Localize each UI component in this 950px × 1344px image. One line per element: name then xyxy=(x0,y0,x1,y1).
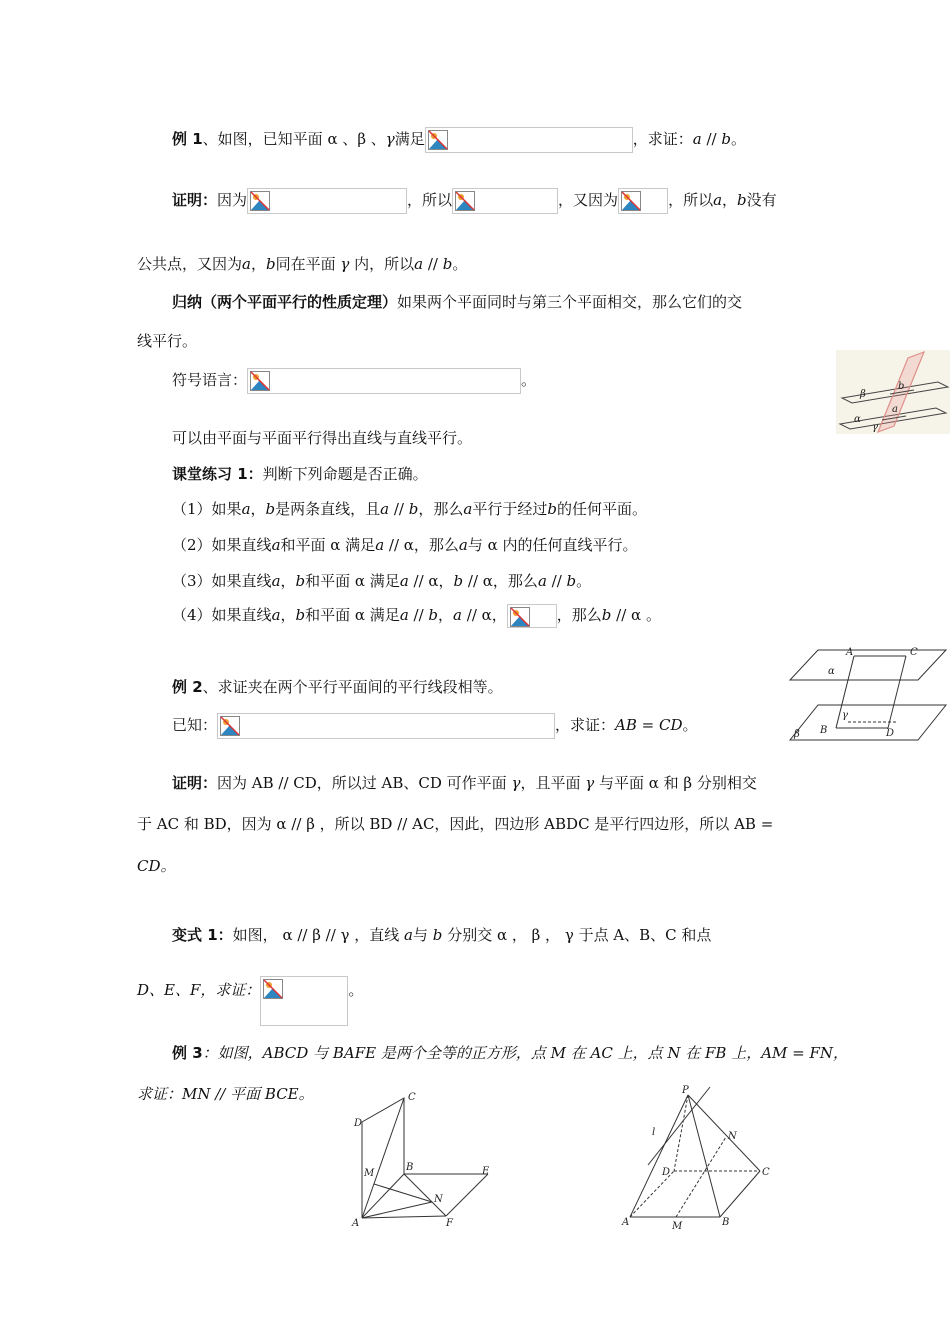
label-b: b xyxy=(898,381,905,392)
image-icon xyxy=(455,191,475,211)
induction-line-1: 归纳（两个平面平行的性质定理）如果两个平面同时与第三个平面相交，那么它们的交 xyxy=(172,293,743,311)
label-M: M xyxy=(364,1168,375,1179)
label-alpha: α xyxy=(828,666,835,677)
broken-image-placeholder xyxy=(507,604,557,628)
label-a: a xyxy=(892,404,898,415)
label-gamma: γ xyxy=(872,422,878,433)
example-3-line-2: 求证：MN // 平面 BCE。 xyxy=(137,1085,314,1103)
broken-image-placeholder xyxy=(425,127,633,153)
variant-line-1: 变式 1：如图， α // β // γ ，直线 a与 b 分别交 α ， β ， γ 于点 A、B、C 和点 xyxy=(172,926,712,944)
label-D: D xyxy=(662,1167,671,1178)
proof-2-line-1: 证明：因为 AB // CD，所以过 AB、CD 可作平面 γ，且平面 γ 与平面 α 和 β 分别相交 xyxy=(172,774,757,792)
label-D: D xyxy=(886,728,895,739)
practice-item-2: （2）如果直线a和平面 α 满足a // α，那么a与 α 内的任何直线平行。 xyxy=(172,536,638,554)
practice-label: 课堂练习 1： xyxy=(172,465,263,483)
broken-image-placeholder xyxy=(247,368,521,394)
practice-item-4: （4）如果直线a，b和平面 α 满足a // b，a // α， ，那么b // α 。 xyxy=(172,604,661,628)
example-2-label: 例 2 xyxy=(172,678,203,696)
broken-image-placeholder xyxy=(618,188,668,214)
broken-image-placeholder xyxy=(260,976,348,1026)
practice-item-3: （3）如果直线a，b和平面 α 满足a // α，b // α，那么a // b。 xyxy=(172,572,592,590)
proof-label: 证明： xyxy=(172,774,218,792)
proof-2-line-2: 于 AC 和 BD，因为 α // β ，所以 BD // AC，因此，四边形 ABDC 是平行四边形，所以 AB = xyxy=(137,815,774,833)
practice-header: 课堂练习 1：判断下列命题是否正确。 xyxy=(172,465,428,483)
example-3-line-1: 例 3：如图，ABCD 与 BAFE 是两个全等的正方形，点 M 在 AC 上，点 N 在 FB 上，AM = FN， xyxy=(172,1044,849,1062)
label-l: l xyxy=(652,1127,656,1138)
image-icon xyxy=(250,191,270,211)
variant-line-2: D、E、F，求证： 。 xyxy=(137,980,363,1026)
image-icon xyxy=(510,607,530,627)
label-B: B xyxy=(406,1162,414,1173)
proof-label: 证明： xyxy=(172,191,218,209)
image-icon xyxy=(621,191,641,211)
figure-parallel-planes xyxy=(788,640,948,746)
label-P: P xyxy=(682,1085,689,1096)
induction-conclusion: 可以由平面与平面平行得出直线与直线平行。 xyxy=(172,429,473,447)
example-3-label: 例 3 xyxy=(172,1044,203,1062)
label-A: A xyxy=(846,647,854,658)
induction-label: 归纳（两个平面平行的性质定理） xyxy=(172,293,398,311)
label-beta: β xyxy=(794,729,800,740)
label-C: C xyxy=(762,1167,770,1178)
label-A: A xyxy=(352,1218,360,1229)
proof-2-line-3: CD。 xyxy=(137,857,176,875)
label-B: B xyxy=(820,725,828,736)
label-D: D xyxy=(354,1118,363,1129)
proof-1-line-2: 公共点，又因为a，b同在平面 γ 内，所以a // b。 xyxy=(137,255,468,273)
example-1-label: 例 1 xyxy=(172,130,203,148)
figure-two-squares xyxy=(348,1088,498,1230)
label-N: N xyxy=(434,1194,443,1205)
label-N: N xyxy=(728,1131,737,1142)
proof-1-line-1: 证明：因为 ，所以 ，又因为 ，所以a，b没有 xyxy=(172,188,777,214)
figure-pyramid xyxy=(618,1085,778,1233)
image-icon xyxy=(220,716,240,736)
label-E: E xyxy=(482,1166,490,1177)
practice-item-1: （1）如果a，b是两条直线，且a // b，那么a平行于经过b的任何平面。 xyxy=(172,500,647,518)
example-2-given: 已知： ，求证：AB = CD。 xyxy=(172,713,698,739)
image-icon xyxy=(263,979,283,999)
image-icon xyxy=(428,130,448,150)
broken-image-placeholder xyxy=(452,188,558,214)
broken-image-placeholder xyxy=(217,713,555,739)
label-C: C xyxy=(408,1092,416,1103)
example-2-statement: 例 2、求证夹在两个平行平面间的平行线段相等。 xyxy=(172,678,503,696)
label-F: F xyxy=(446,1218,453,1229)
broken-image-placeholder xyxy=(247,188,407,214)
label-beta: β xyxy=(860,389,866,400)
induction-line-2: 线平行。 xyxy=(137,332,198,350)
label-alpha: α xyxy=(854,414,861,425)
label-M: M xyxy=(672,1221,683,1232)
label-gamma: γ xyxy=(842,710,848,721)
example-1-statement: 例 1、如图，已知平面 α 、β 、γ满足 ，求证：a // b。 xyxy=(172,127,746,153)
figure-intersecting-planes xyxy=(836,350,950,434)
variant-label: 变式 1： xyxy=(172,926,233,944)
label-B: B xyxy=(722,1217,730,1228)
label-C: C xyxy=(910,647,918,658)
label-A: A xyxy=(622,1217,630,1228)
symbol-language-line: 符号语言： 。 xyxy=(172,368,536,394)
image-icon xyxy=(250,371,270,391)
